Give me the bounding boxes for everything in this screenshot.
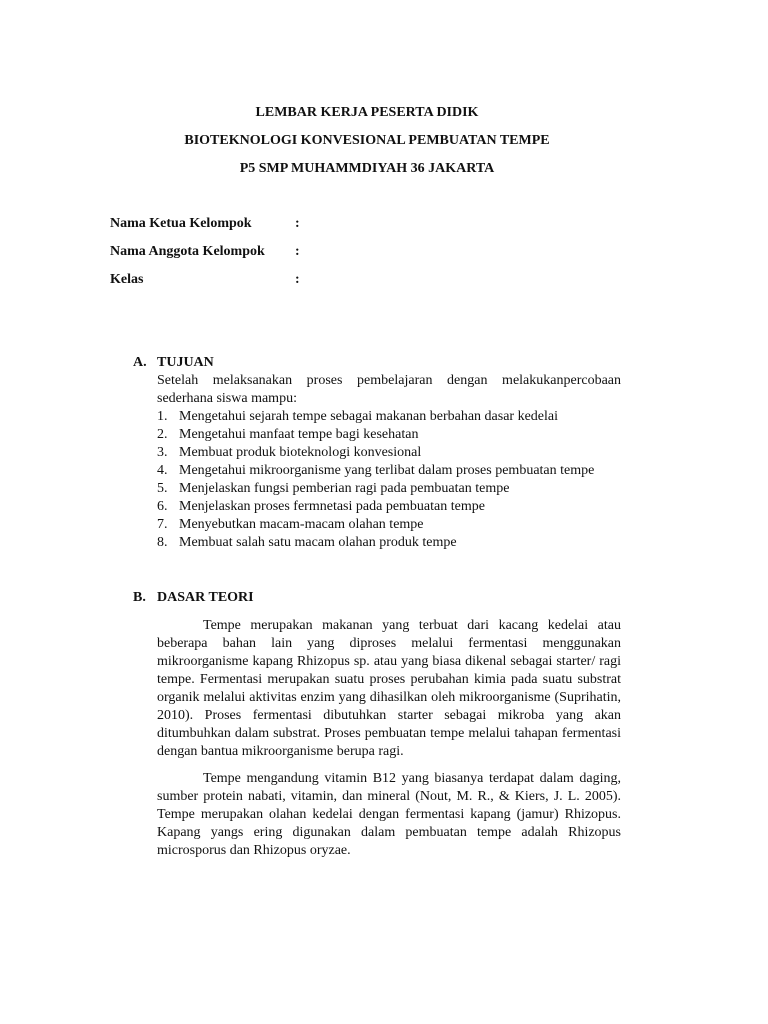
section-a-title: TUJUAN: [157, 355, 214, 370]
list-item: [157, 408, 621, 426]
section-b-letter: B.: [133, 590, 146, 605]
list-item-text: Mengetahui mikroorganisme yang terlibat dalam proses pembuatan tempe: [179, 463, 595, 478]
list-item: [157, 498, 621, 516]
list-item-text: Membuat salah satu macam olahan produk tempe: [179, 535, 457, 550]
theory-paragraph-2: Tempe mengandung vitamin B12 yang biasanya terdapat dalam daging, sumber protein nabati, vitamin, dan mineral (Nout, M. R., & Kiers, J. L. 2005). Tempe merupakan olahan kedelai dengan fermentasi kapang (jamur) Rhizopus. Kapang yangs ering digunakan dalam pembuatan tempe adalah Rhizopus microsporus dan Rhizopus oryzae.: [157, 771, 621, 858]
list-item-number: 3.: [157, 445, 168, 460]
field-colon-anggota: :: [295, 244, 300, 259]
list-item-text: Menjelaskan fungsi pemberian ragi pada pembuatan tempe: [179, 481, 510, 496]
section-a-heading: [133, 354, 214, 372]
list-item-text: Menyebutkan macam-macam olahan tempe: [179, 517, 424, 532]
section-b-body: [157, 617, 621, 869]
list-item-number: 6.: [157, 499, 168, 514]
list-item-number: 1.: [157, 409, 168, 424]
field-label-kelas: Kelas: [110, 272, 144, 287]
section-b-title: DASAR TEORI: [157, 590, 254, 605]
theory-paragraph-1: Tempe merupakan makanan yang terbuat dari kacang kedelai atau beberapa bahan lain yang diproses melalui fermentasi menggunakan mikroorganisme kapang Rhizopus sp. atau yang biasa dikenal sebagai starter/ ragi tempe. Fermentasi merupakan suatu proses perubahan kimia pada suatu substrat organik melalui aktivitas enzim yang dihasilkan oleh mikroorganisme (Suprihatin, 2010). Proses fermentasi dibutuhkan starter sebagai mikroba yang akan ditumbuhkan dalam substrat. Proses pembuatan tempe melalui tahapan fermentasi dengan bantua mikroorganisme berupa ragi.: [157, 618, 621, 759]
list-item-text: Menjelaskan proses fermnetasi pada pembuatan tempe: [179, 499, 485, 514]
list-item-number: 7.: [157, 517, 168, 532]
doc-title: LEMBAR KERJA PESERTA DIDIK: [255, 105, 479, 120]
section-a-letter: A.: [133, 355, 147, 370]
list-item-number: 4.: [157, 463, 168, 478]
list-item: [157, 426, 621, 444]
list-item: [157, 444, 621, 462]
field-colon-ketua: :: [295, 216, 300, 231]
list-item-text: Mengetahui manfaat tempe bagi kesehatan: [179, 427, 419, 442]
list-item-number: 2.: [157, 427, 168, 442]
list-item-text: Membuat produk bioteknologi konvesional: [179, 445, 422, 460]
field-colon-kelas: :: [295, 272, 300, 287]
objectives-list: [157, 408, 621, 552]
doc-subtitle: BIOTEKNOLOGI KONVESIONAL PEMBUATAN TEMPE: [184, 133, 550, 148]
list-item: [157, 480, 621, 498]
section-a-intro-text: Setelah melaksanakan proses pembelajaran dengan melakukanpercobaan sederhana siswa mampu:: [157, 373, 621, 406]
list-item: [157, 516, 621, 534]
list-item-text: Mengetahui sejarah tempe sebagai makanan berbahan dasar kedelai: [179, 409, 558, 424]
section-b-heading: [133, 589, 254, 607]
field-label-ketua: Nama Ketua Kelompok: [110, 216, 252, 231]
list-item: [157, 462, 621, 480]
field-label-anggota: Nama Anggota Kelompok: [110, 244, 265, 259]
doc-school: P5 SMP MUHAMMDIYAH 36 JAKARTA: [239, 161, 495, 176]
list-item-number: 8.: [157, 535, 168, 550]
list-item: [157, 534, 621, 552]
list-item-number: 5.: [157, 481, 168, 496]
section-a-intro: [157, 372, 621, 408]
